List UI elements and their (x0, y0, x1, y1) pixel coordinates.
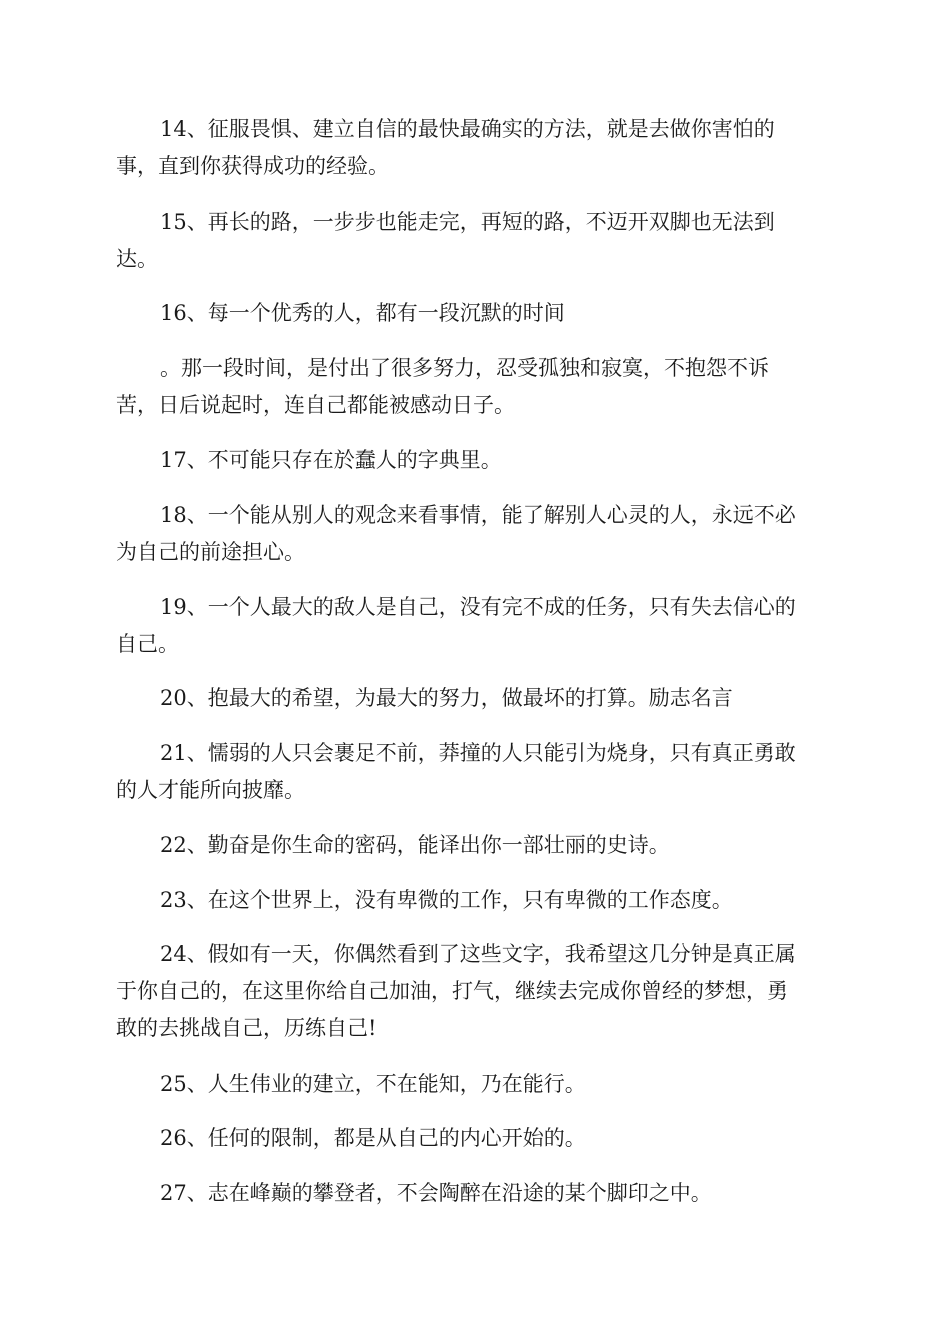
paragraph-line: 14、征服畏惧、建立自信的最快最确实的方法，就是去做你害怕的 (160, 117, 775, 141)
paragraph-line: 事，直到你获得成功的经验。 (116, 154, 389, 178)
paragraph-23 (116, 882, 836, 919)
paragraph-27 (116, 1175, 836, 1212)
paragraph-17 (116, 442, 836, 479)
paragraph-line: 的人才能所向披靡。 (116, 778, 305, 802)
paragraph-line: 20、抱最大的希望，为最大的努力，做最坏的打算。励志名言 (160, 686, 733, 710)
paragraph-line: 19、一个人最大的敌人是自己，没有完不成的任务，只有失去信心的 (160, 595, 796, 619)
paragraph-line: 达。 (116, 247, 158, 271)
paragraph-25 (116, 1066, 836, 1103)
paragraph-20 (116, 680, 836, 717)
paragraph-line: 22、勤奋是你生命的密码，能译出你一部壮丽的史诗。 (160, 833, 670, 857)
paragraph-16-continued (116, 350, 836, 424)
paragraph-line: 24、假如有一天，你偶然看到了这些文字，我希望这几分钟是真正属 (160, 942, 796, 966)
paragraph-line: 敢的去挑战自己，历练自己! (116, 1016, 377, 1040)
paragraph-line: 27、志在峰巅的攀登者，不会陶醉在沿途的某个脚印之中。 (160, 1181, 712, 1205)
paragraph-line: 21、懦弱的人只会裹足不前，莽撞的人只能引为烧身，只有真正勇敢 (160, 741, 796, 765)
paragraph-19 (116, 589, 836, 663)
paragraph-line: 25、人生伟业的建立，不在能知，乃在能行。 (160, 1072, 586, 1096)
paragraph-line: 26、任何的限制，都是从自己的内心开始的。 (160, 1126, 586, 1150)
paragraph-21 (116, 735, 836, 809)
paragraph-line: 自己。 (116, 632, 179, 656)
paragraph-line: 15、再长的路，一步步也能走完，再短的路，不迈开双脚也无法到 (160, 210, 775, 234)
paragraph-line: 于你自己的，在这里你给自己加油，打气，继续去完成你曾经的梦想，勇 (116, 979, 788, 1003)
paragraph-line: 23、在这个世界上，没有卑微的工作，只有卑微的工作态度。 (160, 888, 733, 912)
paragraph-line: 为自己的前途担心。 (116, 540, 305, 564)
paragraph-line: 苦，日后说起时，连自己都能被感动日子。 (116, 393, 515, 417)
paragraph-26 (116, 1120, 836, 1157)
paragraph-15 (116, 204, 836, 278)
paragraph-14 (116, 111, 836, 185)
paragraph-22 (116, 827, 836, 864)
paragraph-line: 17、不可能只存在於蠢人的字典里。 (160, 448, 502, 472)
paragraph-24 (116, 936, 836, 1047)
paragraph-18 (116, 497, 836, 571)
paragraph-16 (116, 295, 836, 332)
paragraph-line: 18、一个能从别人的观念来看事情，能了解别人心灵的人，永远不必 (160, 503, 796, 527)
paragraph-line: 16、每一个优秀的人，都有一段沉默的时间 (160, 301, 565, 325)
paragraph-line: 。那一段时间，是付出了很多努力，忍受孤独和寂寞，不抱怨不诉 (160, 356, 769, 380)
